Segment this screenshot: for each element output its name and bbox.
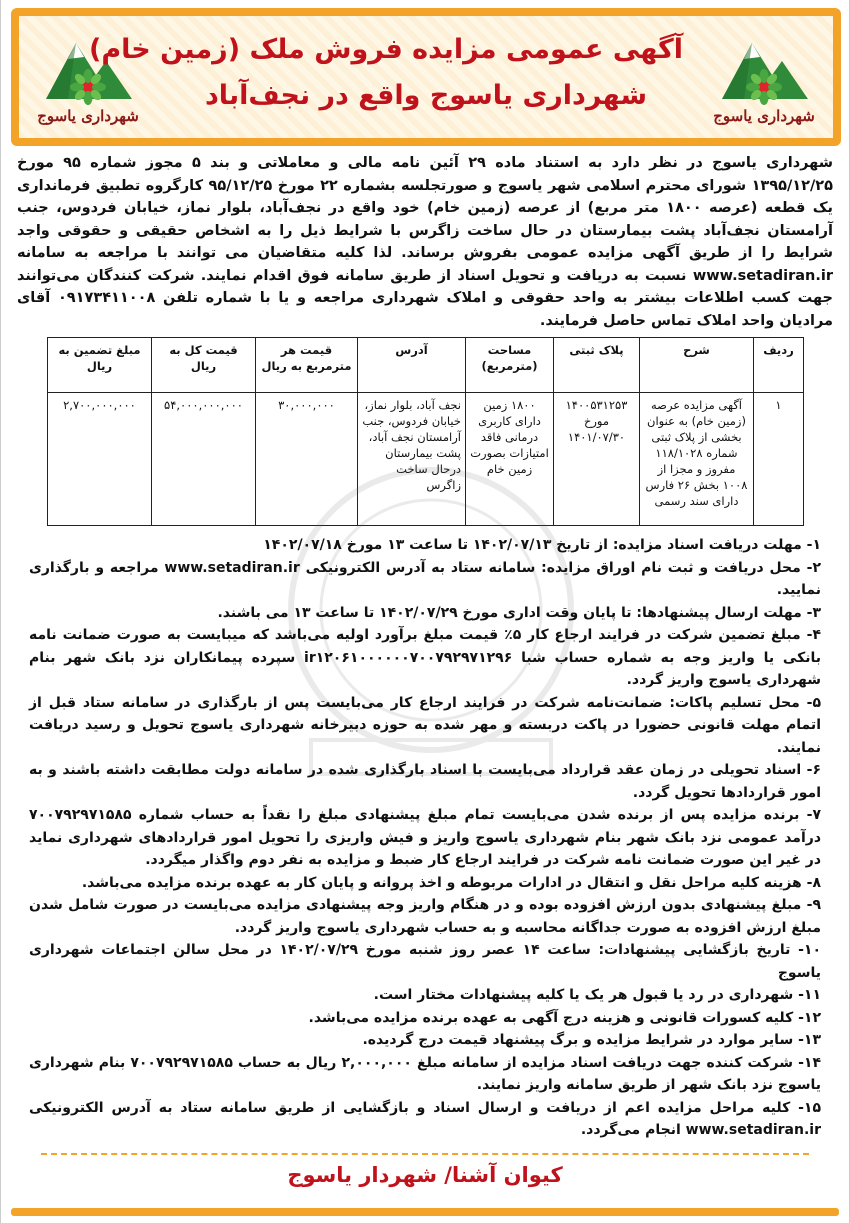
table-header-row <box>48 338 804 393</box>
col-header-price-per-meter: قیمت هر مترمربع به ریال <box>256 338 358 393</box>
condition-item: ۲- محل دریافت و ثبت نام اوراق مزایده: سامانه ستاد به آدرس الکترونیکی www.setadiran.ir مراجعه و بارگذاری نمایید. <box>29 559 821 598</box>
col-header-masahat: مساحت (مترمربع) <box>466 338 554 393</box>
condition-item: ۴- مبلغ تضمین شرکت در فرایند ارجاع کار ۵٪ قیمت مبلغ برآورد اولیه می‌باشد که میبایست به صورت ضمانت نامه بانکی یا واریز وجه به شماره حساب شبا ir۱۲۰۶۱۰۰۰۰۰۰۷۰۰۷۹۲۹۷۱۲۹۶ سپرده پیمانکاران نزد بانک شهر بنام شهرداری یاسوج واریز گردد. <box>29 627 821 688</box>
col-header-total-price: قیمت کل به ریال <box>152 338 256 393</box>
table-row <box>48 393 804 526</box>
condition-item: ۹- مبلغ پیشنهادی بدون ارزش افزوده بوده و در هنگام واریز وجه پیشنهادی مزایده می‌بایست در صورت شامل شدن مبلغ ارزش افزوده به صورت جداگانه محاسبه و به حساب شهرداری یاسوج واریز گردد. <box>29 897 821 936</box>
condition-item: ۳- مهلت ارسال پیشنهادها: تا پایان وقت اداری مورخ ۱۴۰۲/۰۷/۲۹ تا ساعت ۱۳ می باشند. <box>217 604 821 621</box>
condition-item: ۸- هزینه کلیه مراحل نقل و انتقال در ادارات مربوطه و اخذ پروانه و پایان کار به عهده برنده مزایده می‌باشد. <box>81 874 821 891</box>
auction-table <box>47 337 804 526</box>
condition-item: ۱- مهلت دریافت اسناد مزایده: از تاریخ ۱۴۰۲/۰۷/۱۳ تا ساعت ۱۳ مورخ ۱۴۰۲/۰۷/۱۸ <box>263 537 821 553</box>
cell-masahat: ۱۸۰۰ زمین دارای کاربری درمانی فاقد امتیازات بصورت زمین خام <box>466 393 554 526</box>
logo-caption-right: شهرداری یاسوج <box>713 107 815 125</box>
cell-radif: ۱ <box>754 393 804 526</box>
mountain-flower-icon <box>714 29 814 111</box>
intro-paragraph: شهرداری یاسوج در نظر دارد به استناد ماده ۲۹ آئین نامه مالی و معاملاتی و بند ۵ مجوز شماره ۹۵ مورخ ۱۳۹۵/۱۲/۲۵ شورای محترم اسلامی شهر یاسوج و صورتجلسه بشماره ۲۲ مورخ ۹۵/۱۲/۲۵ کارگروه تطبیق فرمانداری یک قطعه (عرصه ۱۸۰۰ متر مربع) از عرصه (زمین خام) خود واقع در نجف‌آباد، بلوار نماز، خیابان فردوس، جنب آرامستان نجف‌آباد پشت بیمارستان در حال ساخت زاگرس با شرایط ذیل را به اشخاص حقیقی و حقوقی واجد شرایط را از طریق آگهی مزایده عمومی بفروش برساند. لذا کلیه متقاضیان می توانند با مراجعه به سامانه www.setadiran.ir نسبت به دریافت و تحویل اسناد از طریق سامانه فوق اقدام نمایند. شرکت کنندگان می‌توانند جهت کسب اطلاعات بیشتر به واحد حقوقی و املاک شهرداری مراجعه و یا با شماره تلفن ۰۹۱۷۳۴۱۱۰۰۸ آقای مرادیان واحد املاک تماس حاصل فرمایند. <box>17 155 834 329</box>
col-header-guarantee: مبلغ تضمین به ریال <box>48 338 152 393</box>
condition-item: ۶- اسناد تحویلی در زمان عقد قرارداد می‌بایست با اسناد بارگذاری شده در سامانه دولت مطابقت داشته باشند و به امور قراردادها تحویل گردد. <box>29 762 821 801</box>
title-line-1: آگهی عمومی مزایده فروش ملک (زمین خام) <box>89 34 683 65</box>
cell-sharh: آگهی مزایده عرصه (زمین خام) به عنوان بخشی از پلاک ثبتی شماره ۱۱۸/۱۰۲۸ مفروز و مجزا از ۱۰۰۸ بخش ۲۶ فارس دارای سند رسمی <box>640 393 754 526</box>
title-line-2: شهرداری یاسوج واقع در نجف‌آباد <box>204 80 648 111</box>
condition-item: ۱۰- تاریخ بازگشایی پیشنهادات: ساعت ۱۴ عصر روز شنبه مورخ ۱۴۰۲/۰۷/۲۹ در محل سالن اجتماعات شهرداری یاسوج <box>29 942 821 981</box>
col-header-pelak: پلاک ثبتی <box>554 338 640 393</box>
condition-item: ۷- برنده مزایده پس از برنده شدن می‌بایست تمام مبلغ پیشنهادی مبلغ را نقداً به حساب شماره ۷۰۰۷۹۲۹۷۱۵۸۵ درآمد عمومی نزد بانک شهر بنام شهرداری یاسوج واریز و فیش واریزی را تحویل امور قراردادهای شهرداری نماید در غیر این صورت ضمانت نامه شرکت در فرایند ارجاع کار ضبط و مزایده به نفر دوم واگذار میگردد. <box>29 807 821 868</box>
condition-item: ۱۳- سایر موارد در شرایط مزایده و برگ پیشنهاد قیمت درج گردیده. <box>362 1032 821 1048</box>
condition-item: ۱۲- کلیه کسورات قانونی و هزینه درج آگهی به عهده برنده مزایده می‌باشد. <box>308 1009 821 1026</box>
logo-caption-left: شهرداری یاسوج <box>37 107 139 125</box>
mayor-signature: کیوان آشنا/ شهردار یاسوج <box>287 1163 563 1187</box>
cell-total-price: ۵۴,۰۰۰,۰۰۰,۰۰۰ <box>152 393 256 526</box>
cell-address: نجف آباد، بلوار نماز، خیابان فردوس، جنب آرامستان نجف آباد، پشت بیمارستان درحال ساخت زاگرس <box>358 393 466 526</box>
conditions-list <box>29 534 821 1142</box>
condition-item: ۱۵- کلیه مراحل مزایده اعم از دریافت و ارسال اسناد و بازگشایی از طریق سامانه ستاد به آدرس الکترونیکی www.setadiran.ir انجام می‌گردد. <box>29 1099 821 1138</box>
condition-item: ۵- محل تسلیم پاکات: ضمانت‌نامه شرکت در فرایند ارجاع کار می‌بایست پس از بارگذاری در سامانه ستاد قبل از اتمام مهلت قانونی حضورا در پاکت دربسته و مهر شده به حوزه دبیرخانه شهرداری یاسوج تحویل و رسید دریافت نمایند. <box>29 694 821 756</box>
municipality-logo-right <box>705 18 823 136</box>
cell-price-per-meter: ۳۰,۰۰۰,۰۰۰ <box>256 393 358 526</box>
col-header-address: آدرس <box>358 338 466 393</box>
cell-pelak: ۱۴۰۰۵۳۱۲۵۳ مورخ ۱۴۰۱/۰۷/۳۰ <box>554 393 640 526</box>
condition-item: ۱۱- شهرداری در رد یا قبول هر یک یا کلیه پیشنهادات مختار است. <box>373 987 821 1003</box>
col-header-sharh: شرح <box>640 338 754 393</box>
footer-divider <box>41 1153 809 1155</box>
bottom-border <box>11 1208 839 1216</box>
cell-guarantee: ۲,۷۰۰,۰۰۰,۰۰۰ <box>48 393 152 526</box>
condition-item: ۱۴- شرکت کننده جهت دریافت اسناد مزایده از سامانه مبلغ ۲,۰۰۰,۰۰۰ ریال به حساب ۷۰۰۷۹۲۹۷۱۵۸۵ بنام شهرداری یاسوج نزد بانک شهر از طریق سامانه واریز نمایند. <box>29 1054 821 1093</box>
col-header-radif: ردیف <box>754 338 804 393</box>
header-banner <box>11 8 841 146</box>
